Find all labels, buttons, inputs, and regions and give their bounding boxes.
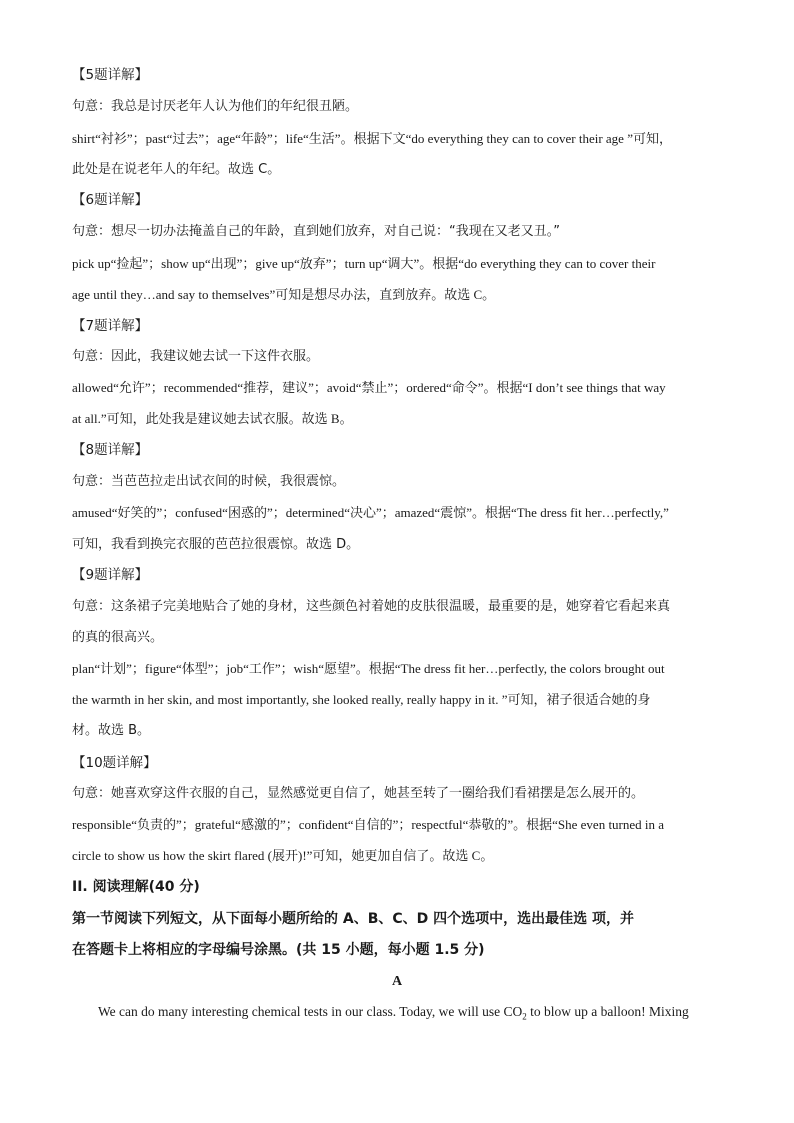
q8-explanation-line-1: amused“好笑的”；confused“困惑的”；determined“决心”；amazed“震惊”。根据“The dress fit her…perfectly,” (72, 505, 669, 520)
q6-explanation-line-1: pick up“捡起”；show up“出现”；give up“放弃”；turn up“调大”。根据“do everything they can to cover their (72, 256, 656, 271)
passage-subscript: 2 (522, 1011, 527, 1022)
q8-meaning: 句意：当芭芭拉走出试衣间的时候，我很震惊。 (72, 474, 346, 489)
q5-meaning: 句意：我总是讨厌老年人认为他们的年纪很丑陋。 (72, 99, 359, 114)
q6-explanation-line-2: age until they…and say to themselves”可知是想尽办法，直到放弃。故选 C。 (72, 287, 496, 302)
section-title: II. 阅读理解(40 分) (72, 879, 200, 895)
section-instructions-line-2: 在答题卡上将相应的字母编号涂黑。(共 15 小题，每小题 1.5 分) (72, 942, 485, 958)
q9-meaning-line-1: 句意：这条裙子完美地贴合了她的身材，这些颜色衬着她的皮肤很温暖，最重要的是，她穿着它看起来真 (72, 599, 671, 614)
section-instructions-line-1: 第一节阅读下列短文，从下面每小题所给的 A、B、C、D 四个选项中，选出最佳选 项，并 (72, 911, 635, 927)
q7-explanation-line-1: allowed“允许”；recommended“推荐，建议”；avoid“禁止”；ordered“命令”。根据“I don’t see things that way (72, 380, 666, 395)
q9-explanation-line-2: the warmth in her skin, and most importantly, she looked really, really happy in it. ”可知，裙子很适合她的身 (72, 692, 651, 707)
passage-text-end: to blow up a balloon! Mixing (526, 1004, 689, 1019)
q9-explanation-line-1: plan“计划”；figure“体型”；job“工作”；wish“愿望”。根据“The dress fit her…perfectly, the colors brought out (72, 661, 665, 676)
q9-explanation-line-3: 材。故选 B。 (72, 723, 151, 738)
q6-header: 【6题详解】 (72, 192, 149, 208)
q6-meaning: 句意：想尽一切办法掩盖自己的年龄，直到她们放弃，对自己说：“我现在又老又丑。” (72, 224, 560, 239)
q10-explanation-line-2: circle to show us how the skirt flared (展开)!”可知，她更加自信了。故选 C。 (72, 848, 494, 863)
q7-explanation-line-2: at all.”可知，此处我是建议她去试衣服。故选 B。 (72, 411, 353, 426)
q9-header: 【9题详解】 (72, 567, 149, 583)
q10-header: 【10题详解】 (72, 755, 157, 771)
q8-explanation-line-2: 可知，我看到换完衣服的芭芭拉很震惊。故选 D。 (72, 537, 360, 552)
passage-label: A (391, 974, 403, 989)
q9-meaning-line-2: 的真的很高兴。 (72, 630, 164, 645)
q5-explanation-line-2: 此处是在说老年人的年纪。故选 C。 (72, 162, 281, 177)
passage-first-line (98, 1003, 689, 1026)
q5-header: 【5题详解】 (72, 67, 149, 83)
q8-header: 【8题详解】 (72, 442, 149, 458)
q7-header: 【7题详解】 (72, 318, 149, 334)
passage-text-start: We can do many interesting chemical tests in our class. Today, we will use CO (98, 1004, 523, 1019)
q5-explanation-line-1: shirt“衬衫”；past“过去”；age“年龄”；life“生活”。根据下文“do everything they can to cover their age ”可知， (72, 131, 672, 146)
q10-meaning: 句意：她喜欢穿这件衣服的自己，显然感觉更自信了，她甚至转了一圈给我们看裙摆是怎么展开的。 (72, 786, 645, 801)
q7-meaning: 句意：因此，我建议她去试一下这件衣服。 (72, 349, 320, 364)
q10-explanation-line-1: responsible“负责的”；grateful“感激的”；confident“自信的”；respectful“恭敬的”。根据“She even turned in a (72, 817, 665, 832)
